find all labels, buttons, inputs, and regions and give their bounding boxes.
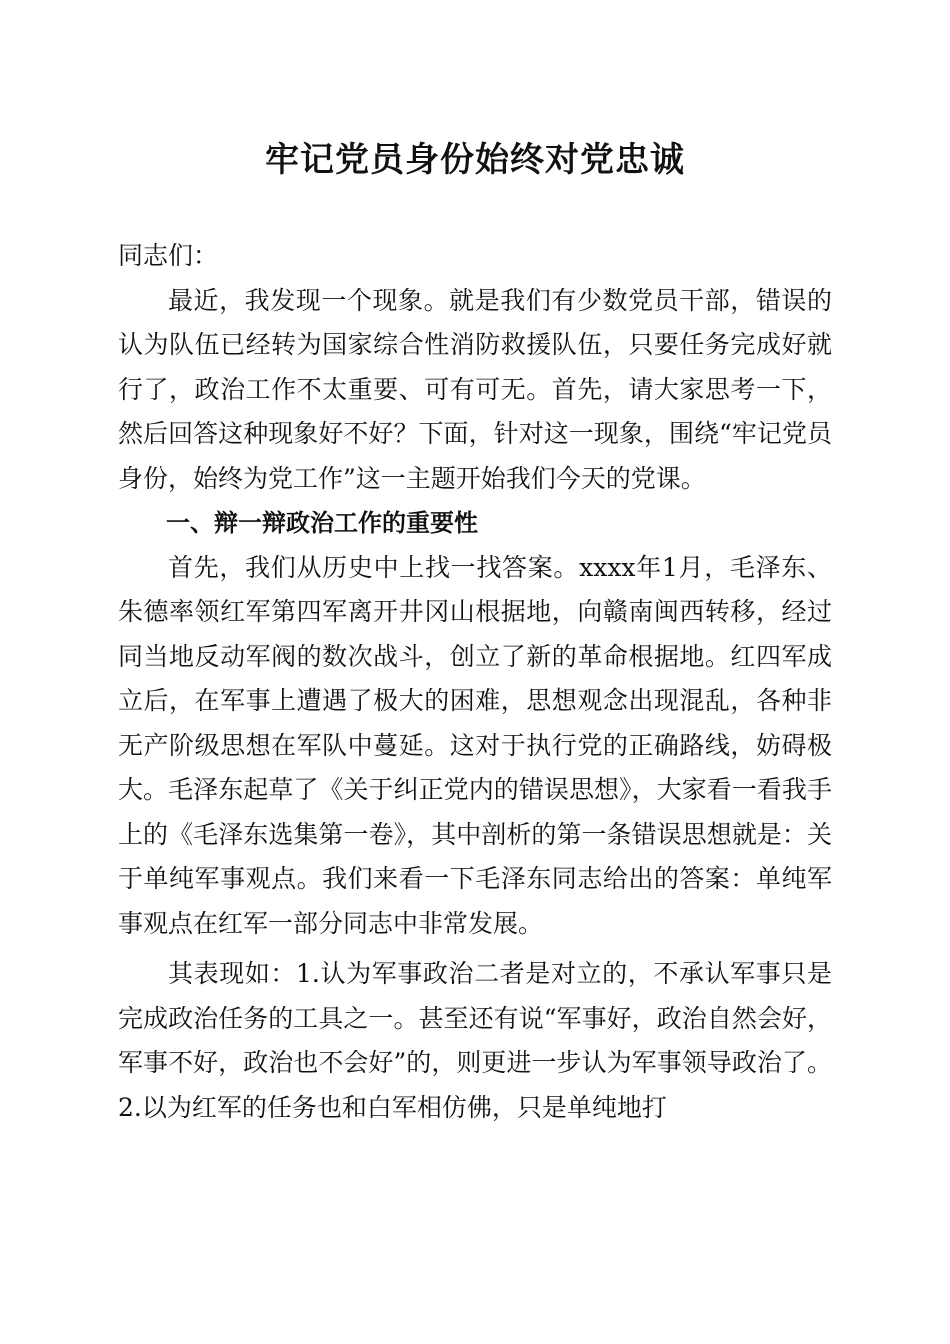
greeting: 同志们：: [118, 241, 219, 270]
document-body: [118, 234, 832, 1130]
history-paragraph: 首先，我们从历史中上找一找答案。xxxx年1月，毛泽东、朱德率领红军第四军离开井冈山根据地，向赣南闽西转移，经过同当地反动军阀的数次战斗，创立了新的革命根据地。红四军成立后，在军事上遭遇了极大的困难，思想观念出现混乱，各种非无产阶级思想在军队中蔓延。这对于执行党的正确路线，妨碍极大。毛泽东起草了《关于纠正党内的错误思想》，大家看一看我手上的《毛泽东选集第一卷》，其中剖析的第一条错误思想就是：关于单纯军事观点。我们来看一下毛泽东同志给出的答案：单纯军事观点在红军一部分同志中非常发展。: [118, 552, 832, 938]
document-title: 牢记党员身份始终对党忠诚: [265, 140, 685, 180]
section-heading: 一、辩一辩政治工作的重要性: [166, 509, 478, 537]
intro-paragraph: 最近，我发现一个现象。就是我们有少数党员干部，错误的认为队伍已经转为国家综合性消防救援队伍，只要任务完成好就行了，政治工作不太重要、可有可无。首先，请大家思考一下，然后回答这种现象好不好？下面，针对这一现象，围绕“牢记党员身份，始终为党工作”这一主题开始我们今天的党课。: [118, 285, 832, 493]
manifestation-paragraph: 其表现如：1.认为军事政治二者是对立的，不承认军事只是完成政治任务的工具之一。甚至还有说“军事好，政治自然会好，军事不好，政治也不会好”的，则更进一步认为军事领导政治了。2.以为红军的任务也和白军相仿佛，只是单纯地打: [118, 959, 832, 1122]
